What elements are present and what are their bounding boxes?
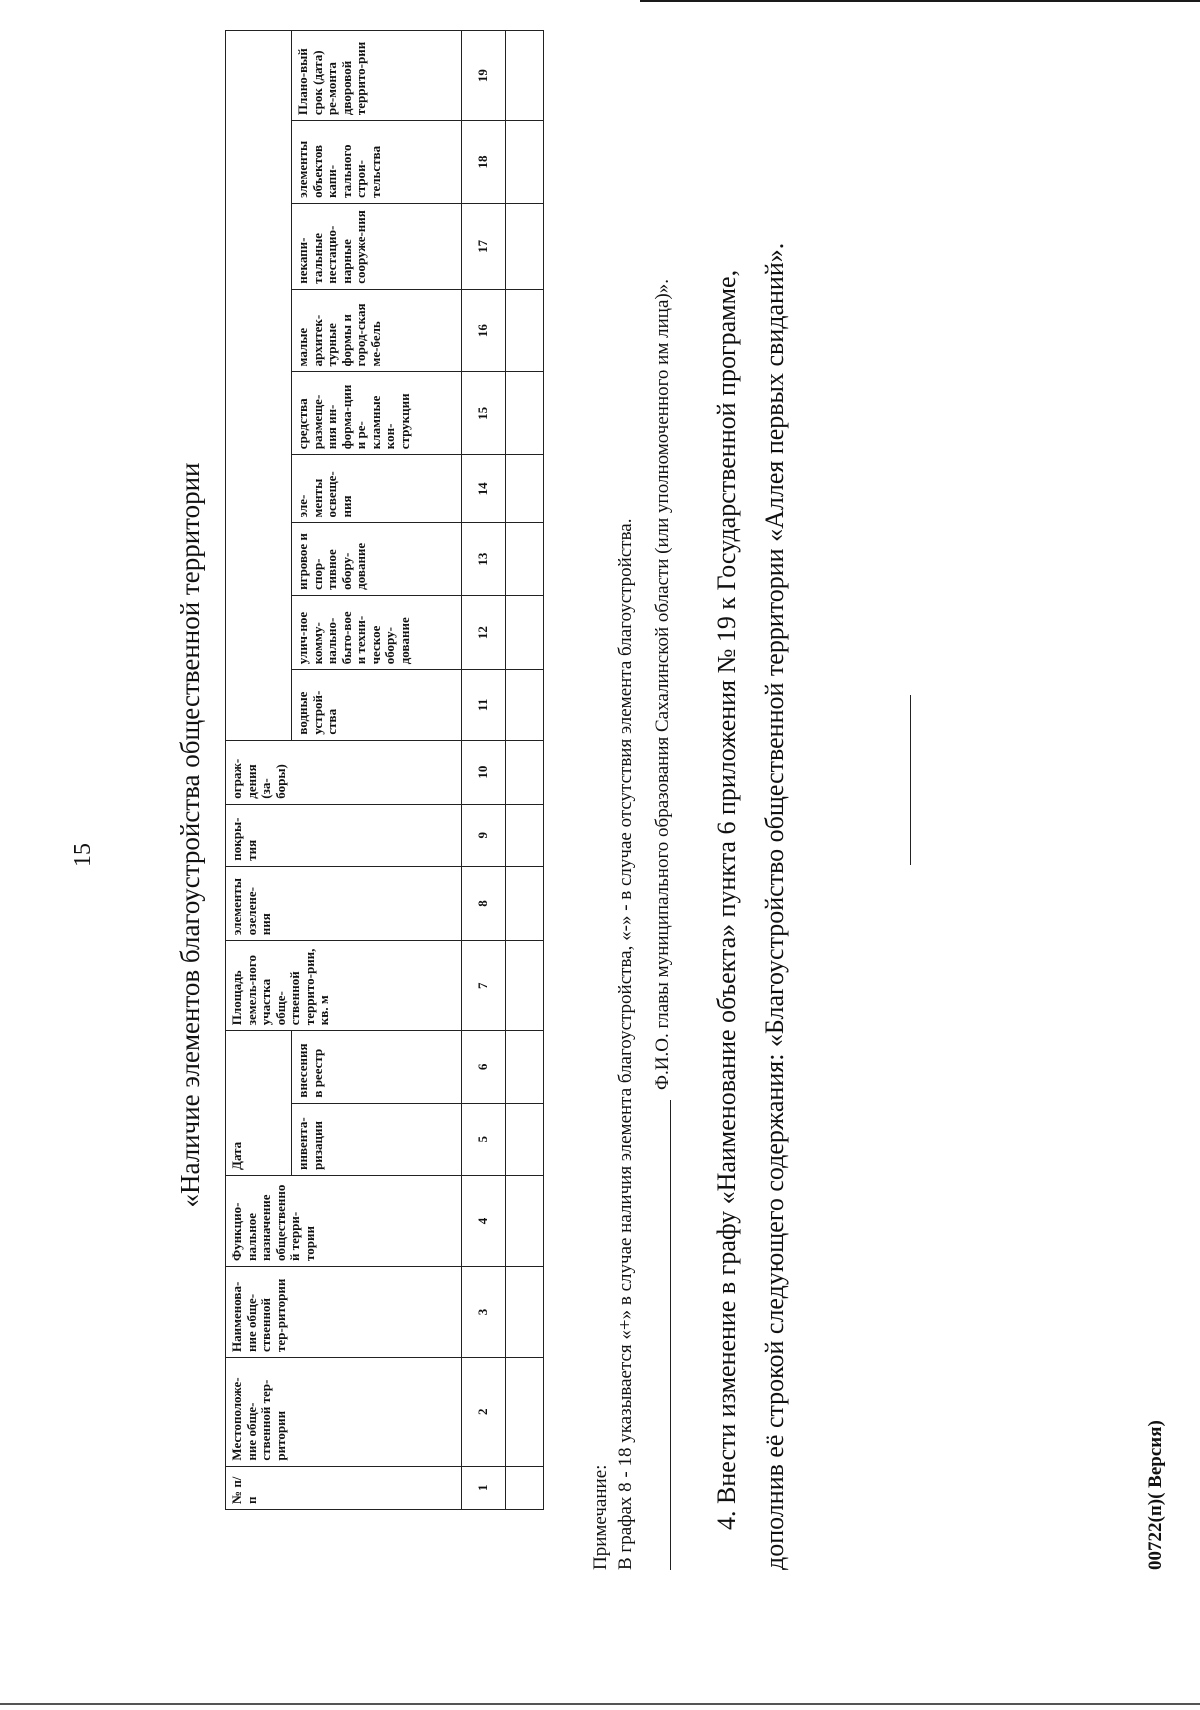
note-block [588,170,638,1570]
table-cell [506,1175,544,1266]
column-number: 11 [462,670,506,740]
empty-data-row [506,31,544,1510]
table-cell [506,740,544,804]
column-number: 6 [462,1031,506,1103]
column-number: 5 [462,1103,506,1175]
column-number: 15 [462,372,506,455]
amendment-line-2: дополнив её строкой следующего содержания: «Благоустройство общественной территории «Аллея первых свиданий». [760,242,789,1570]
table-cell [506,595,544,669]
header-elements-group [226,31,292,741]
table-cell [506,1357,544,1466]
signature-line [670,1100,671,1570]
version-code: 00722(п)( Версия) [1145,1420,1166,1570]
table-cell [506,455,544,523]
header-name: Наименова-ние обще-ственной тер-ритории [226,1266,462,1357]
table-cell [506,289,544,372]
column-number: 7 [462,941,506,1031]
table-cell [506,1031,544,1103]
header-capital-objects: элементы объектов капи-тального строи-тельства [292,121,462,204]
table-cell [506,203,544,289]
elements-table [225,30,544,1510]
table-cell [506,866,544,940]
table-cell [506,523,544,595]
column-number: 3 [462,1266,506,1357]
header-lighting: эле-менты освеще-ния [292,455,462,523]
header-street-equipment: улич-ное комму-нально-быто-вое и техни-ческое обору-дование [292,595,462,669]
amendment-line-1: 4. Внести изменение в графу «Наименование объекта» пункта 6 приложения № 19 к Государственной программе, [712,269,741,1530]
column-number: 12 [462,595,506,669]
table-cell [506,1266,544,1357]
column-number: 10 [462,740,506,804]
header-area: Площадь земель-ного участка обще-ственной террито-рии, кв. м [226,941,462,1031]
table-cell [506,941,544,1031]
header-function: Функцио-нальное назначение общественной терри-тории [226,1175,462,1266]
column-number: 17 [462,203,506,289]
column-number: 4 [462,1175,506,1266]
header-date-group: Дата [226,1031,292,1176]
table-cell [506,670,544,740]
column-number: 2 [462,1357,506,1466]
header-play-equipment: игровое и спор-тивное обору-дование [292,523,462,595]
table-cell [506,121,544,204]
column-number: 16 [462,289,506,372]
column-number: 1 [462,1466,506,1509]
header-temporary-structures: некапи-тальные нестацио-нарные сооруже-ния [292,203,462,289]
table-cell [506,372,544,455]
header-location: Местоположе-ние обще-ственной тер-ритории [226,1357,462,1466]
table-title: «Наличие элементов благоустройства общественной территории [175,462,205,1208]
header-small-forms: малые архитек-турные формы и город-ская ме-бель [292,289,462,372]
header-row-1 [226,31,292,1510]
column-number: 9 [462,804,506,866]
table-cell [506,1103,544,1175]
header-coverings: покры-тия [226,804,462,866]
signature-caption: Ф.И.О. главы муниципального образования Сахалинской области (или уполномоченного им лица)». [652,279,673,1090]
separator-line [910,695,911,865]
header-fences: ограж-дения (за-боры) [226,740,462,804]
header-num: № п/п [226,1466,462,1509]
column-number: 8 [462,866,506,940]
column-number: 13 [462,523,506,595]
header-advertising: средства размеще-ния ин-форма-ции и ре-кламные кон-струкции [292,372,462,455]
column-number: 18 [462,121,506,204]
page-number: 15 [70,843,96,867]
column-number-row [462,31,506,1510]
header-inventory: инвента-ризации [292,1103,462,1175]
table-cell [506,31,544,121]
column-number: 14 [462,455,506,523]
table-cell [506,1466,544,1509]
header-water: водные устрой-ства [292,670,462,740]
note-label: Примечание: [590,1464,611,1570]
header-greenery: элементы озелене-ния [226,866,462,940]
note-text: В графах 8 - 18 указывается «+» в случае наличия элемента благоустройства, «-» - в случае отсутствия элемента благоустройства. [615,518,636,1570]
header-repair-date: Плано-вый срок (дата) ре-монта дворовой террито-рии [292,31,462,121]
table-cell [506,804,544,866]
column-number: 19 [462,31,506,121]
header-registry: внесения в реестр [292,1031,462,1103]
